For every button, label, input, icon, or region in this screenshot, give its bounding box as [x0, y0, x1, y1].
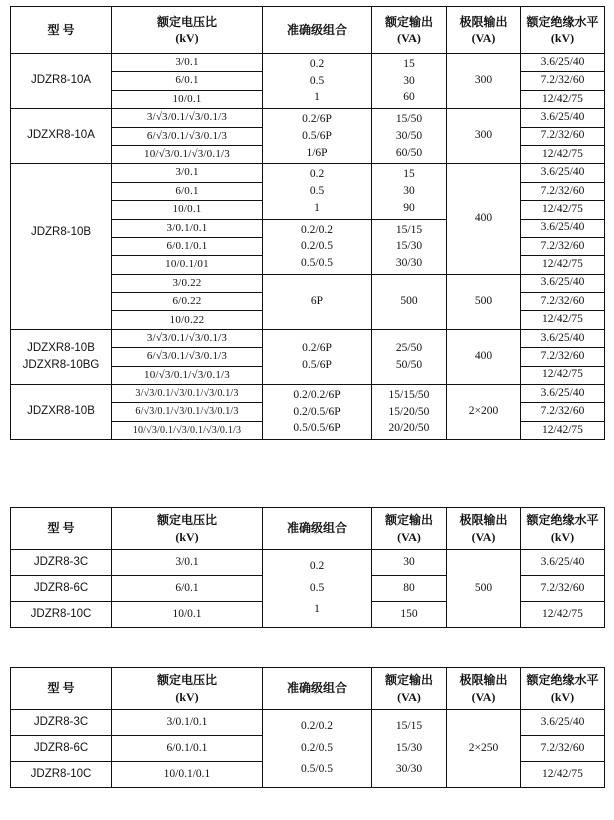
ratio-cell: 6/√3/0.1/√3/0.1/3: [112, 348, 263, 366]
limit-cell: 2×250: [447, 710, 521, 788]
accuracy-cell: 0.2/0.2 0.2/0.5 0.5/0.5: [263, 710, 372, 788]
insulation-cell: 3.6/25/40: [521, 164, 605, 182]
insulation-cell: 12/42/75: [521, 256, 605, 274]
insulation-cell: 7.2/32/60: [521, 237, 605, 255]
ratio-cell: 6/0.1: [112, 182, 263, 200]
header-model: 型 号: [11, 7, 112, 54]
insulation-cell: 7.2/32/60: [521, 182, 605, 200]
ratio-cell: 3/0.1: [112, 54, 263, 72]
ratio-cell: 3/√3/0.1/√3/0.1/√3/0.1/3: [112, 385, 263, 403]
model-cell: JDZR8-3C: [11, 710, 112, 736]
insulation-cell: 7.2/32/60: [521, 293, 605, 311]
output-cell: 80: [372, 576, 447, 602]
accuracy-cell: 0.2/0.2 0.2/0.5 0.5/0.5: [263, 219, 372, 274]
output-cell: 15 30 60: [372, 54, 447, 109]
output-cell: 15/15 15/30 30/30: [372, 710, 447, 788]
accuracy-cell: 0.2/0.2/6P 0.2/0.5/6P 0.5/0.5/6P: [263, 385, 372, 440]
insulation-cell: 7.2/32/60: [521, 72, 605, 90]
insulation-cell: 7.2/32/60: [521, 348, 605, 366]
insulation-cell: 7.2/32/60: [521, 127, 605, 145]
ratio-cell: 3/√3/0.1/√3/0.1/3: [112, 109, 263, 127]
output-cell: 15/15 15/30 30/30: [372, 219, 447, 274]
header-ratio: 额定电压比 (kV): [112, 7, 263, 54]
ratio-cell: 6/0.1: [112, 72, 263, 90]
table-row: [11, 164, 605, 182]
model-cell: JDZXR8-10A: [11, 109, 112, 164]
insulation-cell: 3.6/25/40: [521, 274, 605, 292]
spec-table-main: [10, 6, 605, 440]
limit-cell: 500: [447, 550, 521, 628]
header-insulation: 额定绝缘水平 (kV): [521, 7, 605, 54]
ratio-cell: 10/0.1: [112, 201, 263, 219]
spec-table-c-series: [10, 507, 605, 628]
accuracy-cell: 0.2 0.5 1: [263, 54, 372, 109]
model-cell: JDZXR8-10B JDZXR8-10BG: [11, 329, 112, 384]
header-insulation: 额定绝缘水平 (kV): [521, 508, 605, 550]
header-limit-output: 极限输出 (VA): [447, 7, 521, 54]
insulation-cell: 7.2/32/60: [521, 736, 605, 762]
insulation-cell: 3.6/25/40: [521, 54, 605, 72]
limit-cell: 300: [447, 54, 521, 109]
header-limit-output: 极限输出 (VA): [447, 508, 521, 550]
ratio-cell: 10/0.22: [112, 311, 263, 329]
output-cell: 150: [372, 602, 447, 628]
limit-cell: 400: [447, 329, 521, 384]
ratio-cell: 6/0.22: [112, 293, 263, 311]
spec-table-c-series-dual: [10, 667, 605, 788]
ratio-cell: 6/0.1/0.1: [112, 736, 263, 762]
ratio-cell: 10/0.1/0.1: [112, 762, 263, 788]
ratio-cell: 6/√3/0.1/√3/0.1/√3/0.1/3: [112, 403, 263, 421]
model-cell: JDZR8-10B: [11, 164, 112, 330]
insulation-cell: 12/42/75: [521, 145, 605, 163]
insulation-cell: 3.6/25/40: [521, 329, 605, 347]
insulation-cell: 3.6/25/40: [521, 385, 605, 403]
header-ratio: 额定电压比 (kV): [112, 668, 263, 710]
accuracy-cell: 0.2/6P 0.5/6P 1/6P: [263, 109, 372, 164]
insulation-cell: 12/42/75: [521, 762, 605, 788]
output-cell: 15/15/50 15/20/50 20/20/50: [372, 385, 447, 440]
insulation-cell: 3.6/25/40: [521, 710, 605, 736]
accuracy-cell: 6P: [263, 274, 372, 329]
header-model: 型 号: [11, 508, 112, 550]
model-cell: JDZR8-6C: [11, 736, 112, 762]
output-cell: 30: [372, 550, 447, 576]
ratio-cell: 10/0.1: [112, 90, 263, 108]
model-cell: JDZR8-6C: [11, 576, 112, 602]
ratio-cell: 3/0.1: [112, 164, 263, 182]
table-row: [11, 385, 605, 403]
limit-cell: 300: [447, 109, 521, 164]
header-rated-output: 额定输出 (VA): [372, 668, 447, 710]
accuracy-cell: 0.2 0.5 1: [263, 164, 372, 219]
insulation-cell: 12/42/75: [521, 421, 605, 439]
ratio-cell: 3/0.22: [112, 274, 263, 292]
insulation-cell: 7.2/32/60: [521, 403, 605, 421]
header-insulation: 额定绝缘水平 (kV): [521, 668, 605, 710]
table-row: [11, 550, 605, 576]
header-limit-output: 极限输出 (VA): [447, 668, 521, 710]
insulation-cell: 7.2/32/60: [521, 576, 605, 602]
model-cell: JDZXR8-10B: [11, 385, 112, 440]
table-row: [11, 710, 605, 736]
insulation-cell: 12/42/75: [521, 311, 605, 329]
insulation-cell: 12/42/75: [521, 366, 605, 384]
model-cell: JDZR8-10A: [11, 54, 112, 109]
ratio-cell: 3/0.1/0.1: [112, 710, 263, 736]
header-accuracy: 准确级组合: [263, 508, 372, 550]
insulation-cell: 3.6/25/40: [521, 219, 605, 237]
table-row: [11, 329, 605, 347]
ratio-cell: 10/√3/0.1/√3/0.1/3: [112, 366, 263, 384]
limit-cell: 500: [447, 274, 521, 329]
header-accuracy: 准确级组合: [263, 668, 372, 710]
header-model: 型 号: [11, 668, 112, 710]
ratio-cell: 6/√3/0.1/√3/0.1/3: [112, 127, 263, 145]
model-cell: JDZR8-10C: [11, 762, 112, 788]
output-cell: 25/50 50/50: [372, 329, 447, 384]
model-cell: JDZR8-10C: [11, 602, 112, 628]
ratio-cell: 10/0.1/01: [112, 256, 263, 274]
ratio-cell: 6/0.1/0.1: [112, 237, 263, 255]
output-cell: 15/50 30/50 60/50: [372, 109, 447, 164]
ratio-cell: 10/√3/0.1/√3/0.1/3: [112, 145, 263, 163]
insulation-cell: 12/42/75: [521, 90, 605, 108]
header-accuracy: 准确级组合: [263, 7, 372, 54]
ratio-cell: 3/√3/0.1/√3/0.1/3: [112, 329, 263, 347]
table-row: [11, 109, 605, 127]
limit-cell: 2×200: [447, 385, 521, 440]
insulation-cell: 3.6/25/40: [521, 109, 605, 127]
table-row: [11, 54, 605, 72]
output-cell: 15 30 90: [372, 164, 447, 219]
insulation-cell: 3.6/25/40: [521, 550, 605, 576]
header-rated-output: 额定输出 (VA): [372, 508, 447, 550]
accuracy-cell: 0.2/6P 0.5/6P: [263, 329, 372, 384]
limit-cell: 400: [447, 164, 521, 274]
ratio-cell: 3/0.1: [112, 550, 263, 576]
insulation-cell: 12/42/75: [521, 602, 605, 628]
accuracy-cell: 0.2 0.5 1: [263, 550, 372, 628]
insulation-cell: 12/42/75: [521, 201, 605, 219]
ratio-cell: 6/0.1: [112, 576, 263, 602]
ratio-cell: 10/√3/0.1/√3/0.1/√3/0.1/3: [112, 421, 263, 439]
model-cell: JDZR8-3C: [11, 550, 112, 576]
ratio-cell: 10/0.1: [112, 602, 263, 628]
header-rated-output: 额定输出 (VA): [372, 7, 447, 54]
header-ratio: 额定电压比 (kV): [112, 508, 263, 550]
output-cell: 500: [372, 274, 447, 329]
ratio-cell: 3/0.1/0.1: [112, 219, 263, 237]
